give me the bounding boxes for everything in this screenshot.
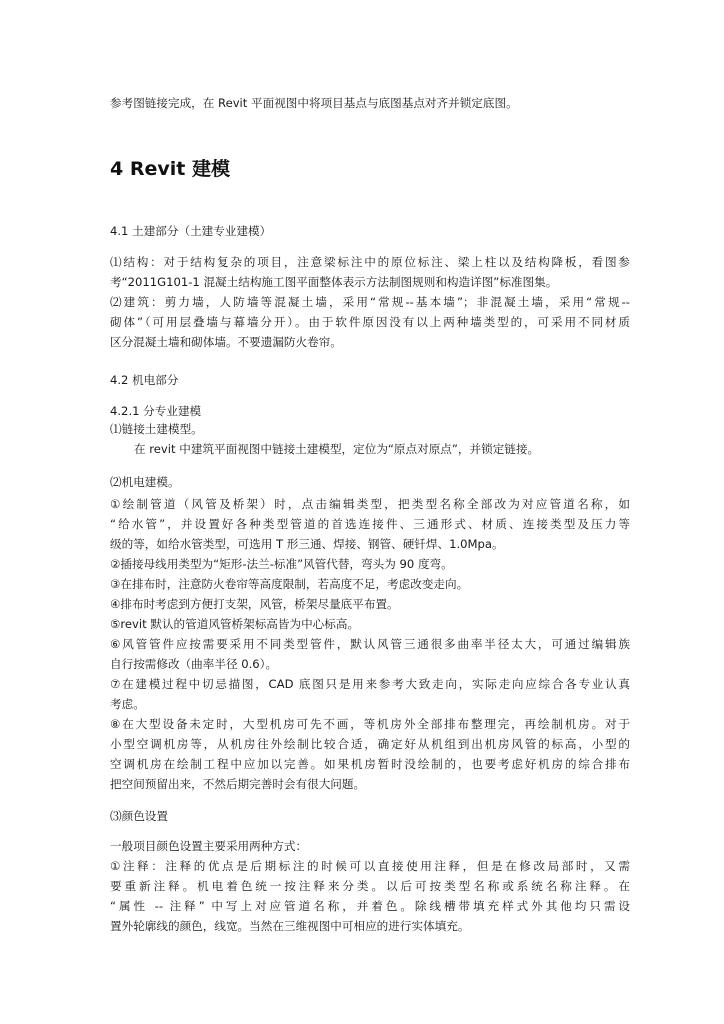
paragraph-line: ④排布时考虑到方便打支架，风管，桥架尽量底平布置。 — [110, 597, 399, 611]
paragraph-line: “属性 -- 注释” 中写上对应管道名称，并着色。除线槽带填充样式外其他均只需设 — [110, 899, 630, 913]
paragraph-line: ①注释：注释的优点是后期标注的时候可以直接使用注释，但是在修改局部时，又需 — [110, 859, 630, 873]
paragraph-line: ⑦在建模过程中切忌描图，CAD 底图只是用来参考大致走向，实际走向应综合各专业认真 — [110, 677, 630, 691]
paragraph-line: 置外轮廓线的颜色，线宽。当然在三维视图中可相应的进行实体填充。 — [110, 919, 470, 933]
paragraph-line: 自行按需修改（曲率半径 0.6）。 — [110, 657, 278, 671]
paragraph-line: ⑥风管管件应按需要采用不同类型管件，默认风管三通很多曲率半径太大，可通过编辑族 — [110, 637, 630, 651]
intro-paragraph: 参考图链接完成，在 Revit 平面视图中将项目基点与底图基点对齐并锁定底图。 — [110, 96, 518, 110]
mep-modeling-title: ⑵机电建模。 — [110, 475, 180, 489]
section-4-1-title: 4.1 土建部分（土建专业建模） — [110, 224, 272, 238]
paragraph-line: ⑴结构：对于结构复杂的项目，注意梁标注中的原位标注、梁上柱以及结构降板，看图参 — [110, 255, 630, 269]
paragraph-line: 小型空调机房等，从机房往外绘制比较合适，确定好从机组到出机房风管的标高，小型的 — [110, 737, 630, 751]
paragraph-line: ⑤revit 默认的管道风管桥架标高皆为中心标高。 — [110, 617, 360, 631]
chapter-heading: 4 Revit 建模 — [110, 158, 230, 180]
subsection-4-2-1-title: 4.2.1 分专业建模 — [110, 404, 202, 418]
paragraph-line: “给水管”，并设置好各种类型管道的首选连接件、三通形式、材质、连接类型及压力等 — [110, 517, 630, 531]
paragraph-line: ⑵建筑：剪力墙，人防墙等混凝土墙，采用“常规--基本墙”；非混凝土墙，采用“常规-- — [110, 295, 630, 309]
paragraph-line: 级的等，如给水管类型，可选用 T 形三通、焊接、钢管、硬钎焊、1.0Mpa。 — [110, 537, 504, 551]
paragraph-line: 考虑。 — [110, 697, 145, 711]
paragraph-line: 砌体”（可用层叠墙与幕墙分开）。由于软件原因没有以上两种墙类型的，可采用不同材质 — [110, 315, 630, 329]
paragraph-line: ③在排布时，注意防火卷帘等高度限制，若高度不足，考虑改变走向。 — [110, 577, 469, 591]
paragraph-line: 一般项目颜色设置主要采用两种方式： — [110, 839, 308, 853]
paragraph-line: 考“2011G101-1 混凝土结构施工图平面整体表示方法制图规则和构造详图”标准图集。 — [110, 275, 558, 289]
paragraph-line: ⑧在大型设备未定时，大型机房可先不画，等机房外全部排布整理完，再绘制机房。对于 — [110, 717, 630, 731]
color-settings-title: ⑶颜色设置 — [110, 809, 168, 823]
paragraph-line: ①绘制管道（风管及桥架）时，点击编辑类型，把类型名称全部改为对应管道名称，如 — [110, 497, 630, 511]
paragraph-line: 要重新注释。机电着色统一按注释来分类。以后可按类型名称或系统名称注释。在 — [110, 879, 630, 893]
paragraph-line: 把空间预留出来，不然后期完善时会有很大问题。 — [110, 777, 366, 791]
section-4-2-title: 4.2 机电部分 — [110, 373, 179, 387]
link-model-detail: 在 revit 中建筑平面视图中链接土建模型，定位为“原点对原点”，并锁定链接。 — [134, 442, 540, 456]
paragraph-line: 区分混凝土墙和砌体墙。不要遗漏防火卷帘。 — [110, 335, 342, 349]
paragraph-line: 空调机房在绘制工程中应加以完善。如果机房暂时没绘制的，也要考虑好机房的综合排布 — [110, 757, 630, 771]
link-model-title: ⑴链接土建模型。 — [110, 422, 203, 436]
paragraph-line: ②插接母线用类型为“矩形-法兰-标准”风管代替，弯头为 90 度弯。 — [110, 557, 453, 571]
